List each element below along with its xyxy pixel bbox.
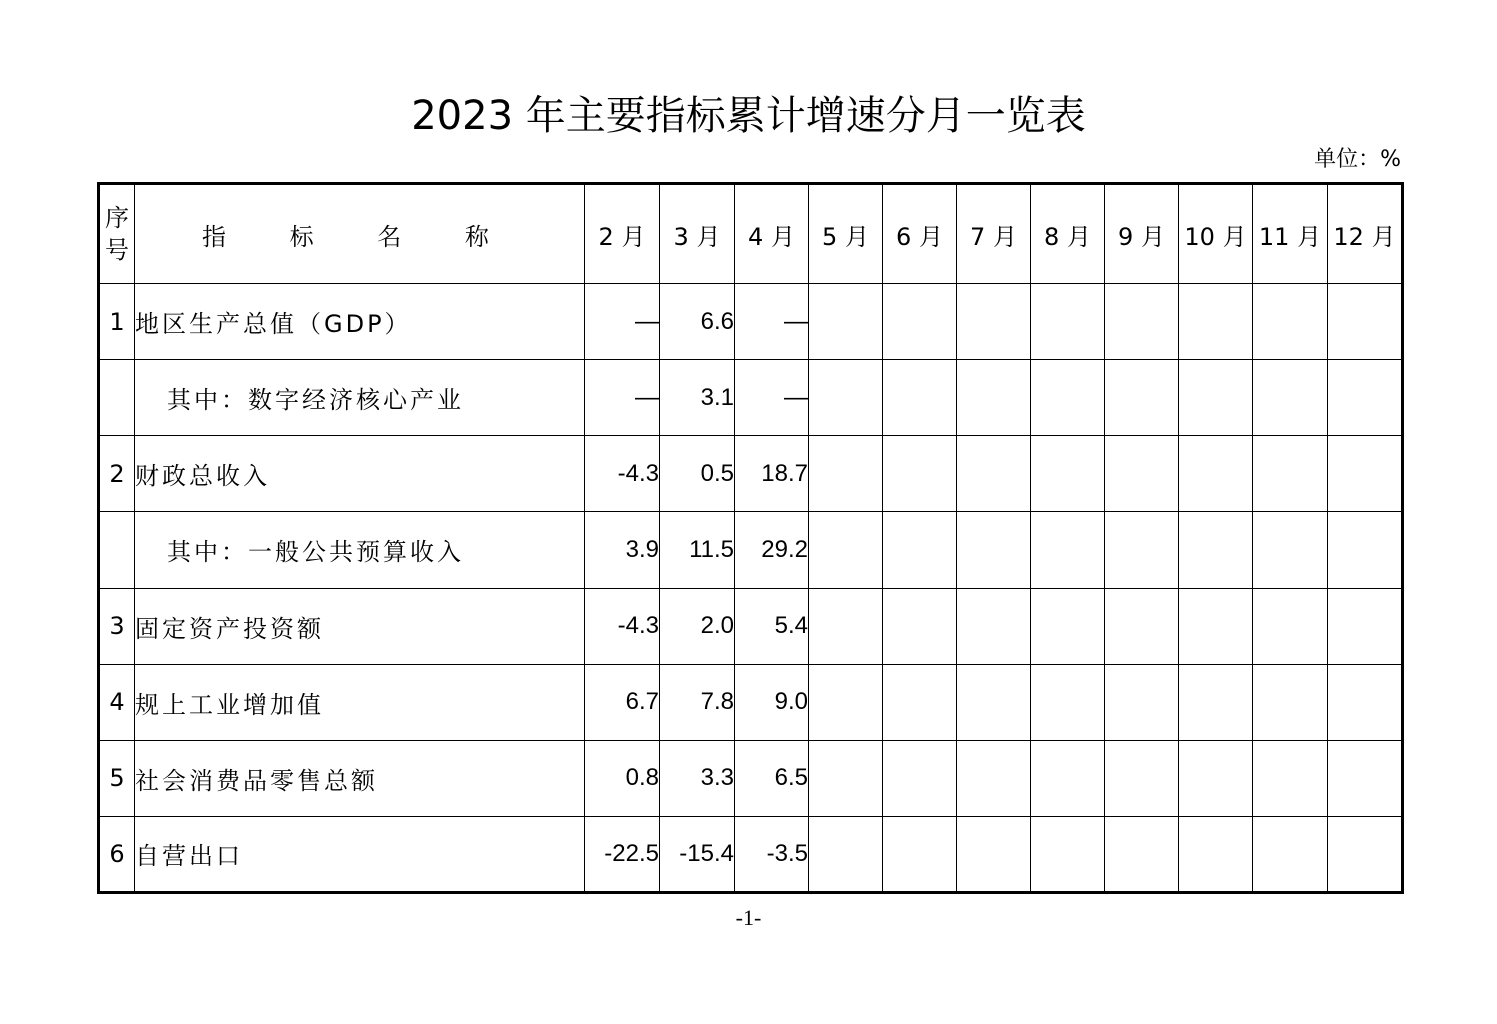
month-header: 10 月 [1179,184,1253,284]
table-row [99,816,1403,892]
value-cell [1105,360,1179,436]
value-cell [1031,664,1105,740]
indicator-name: 规上工业增加值 [135,664,585,740]
value-cell [957,664,1031,740]
unit-label: 单位：% [1314,147,1401,172]
month-header: 8 月 [1031,184,1105,284]
value-cell [1105,816,1179,892]
value-cell [1253,284,1328,360]
page-number: -1- [735,905,762,930]
value-cell: 9.0 [735,664,809,740]
month-header: 12 月 [1328,184,1403,284]
value-cell [1031,588,1105,664]
value-cell [809,816,883,892]
value-cell: -15.4 [660,816,735,892]
seq-header-line-1: 序 [105,204,129,232]
value-cell [957,588,1031,664]
value-cell [1031,816,1105,892]
value-cell [1253,360,1328,436]
value-cell [1328,436,1403,512]
month-header: 7 月 [957,184,1031,284]
value-cell [883,284,957,360]
value-cell [1328,284,1403,360]
value-cell [883,816,957,892]
table-body [99,284,1403,893]
value-cell: 18.7 [735,436,809,512]
indicator-name: 财政总收入 [135,436,585,512]
value-cell [1179,664,1253,740]
row-seq: 6 [99,816,135,892]
row-seq: 2 [99,436,135,512]
value-cell [1328,740,1403,816]
row-seq: 4 [99,664,135,740]
value-cell [883,588,957,664]
value-cell: 3.1 [660,360,735,436]
month-header: 5 月 [809,184,883,284]
table-row [99,360,1403,436]
table-row [99,588,1403,664]
value-cell [883,512,957,588]
value-cell [1253,588,1328,664]
value-cell [1031,740,1105,816]
value-cell [1253,664,1328,740]
value-cell: 29.2 [735,512,809,588]
value-cell [1179,360,1253,436]
value-cell [1179,436,1253,512]
value-cell: 11.5 [660,512,735,588]
month-header: 9 月 [1105,184,1179,284]
value-cell [809,360,883,436]
value-cell: -4.3 [585,436,660,512]
indicator-name: 社会消费品零售总额 [135,740,585,816]
seq-header-line-2: 号 [105,236,129,264]
header-row [99,184,1403,284]
value-cell [1253,740,1328,816]
value-cell [809,740,883,816]
value-cell [957,284,1031,360]
value-cell [1105,512,1179,588]
value-cell [1105,436,1179,512]
value-cell [1105,664,1179,740]
table-row [99,740,1403,816]
value-cell: — [585,360,660,436]
month-header: 4 月 [735,184,809,284]
value-cell [957,512,1031,588]
value-cell [1031,436,1105,512]
month-header: 3 月 [660,184,735,284]
value-cell [1179,588,1253,664]
page-title: 2023 年主要指标累计增速分月一览表 [411,93,1086,139]
value-cell: 0.5 [660,436,735,512]
table-row [99,436,1403,512]
value-cell [1253,512,1328,588]
indicator-name: 自营出口 [135,816,585,892]
indicator-name: 地区生产总值（GDP） [135,284,585,360]
value-cell [1031,360,1105,436]
value-cell [1179,284,1253,360]
value-cell [1031,284,1105,360]
value-cell [957,436,1031,512]
value-cell [1031,512,1105,588]
value-cell [809,512,883,588]
value-cell: — [735,284,809,360]
indicator-name: 其中：数字经济核心产业 [135,360,585,436]
row-seq: 3 [99,588,135,664]
value-cell [809,664,883,740]
indicator-table [97,182,1404,894]
value-cell [1328,512,1403,588]
value-cell [883,740,957,816]
value-cell [1253,436,1328,512]
value-cell: 3.3 [660,740,735,816]
value-cell [1105,588,1179,664]
table-row [99,664,1403,740]
seq-header [99,184,135,284]
value-cell [1105,284,1179,360]
value-cell [1105,740,1179,816]
row-seq [99,360,135,436]
value-cell: 5.4 [735,588,809,664]
value-cell: — [585,284,660,360]
table-row [99,284,1403,360]
value-cell: 6.6 [660,284,735,360]
value-cell: 0.8 [585,740,660,816]
indicator-name: 其中：一般公共预算收入 [135,512,585,588]
month-header: 2 月 [585,184,660,284]
row-seq [99,512,135,588]
value-cell [1328,360,1403,436]
value-cell: — [735,360,809,436]
value-cell [957,360,1031,436]
value-cell [1328,816,1403,892]
value-cell: 2.0 [660,588,735,664]
value-cell [883,360,957,436]
indicator-name: 固定资产投资额 [135,588,585,664]
value-cell [1328,664,1403,740]
value-cell [1253,816,1328,892]
row-seq: 5 [99,740,135,816]
value-cell [809,284,883,360]
value-cell [883,436,957,512]
value-cell: 6.5 [735,740,809,816]
value-cell: 3.9 [585,512,660,588]
value-cell: -3.5 [735,816,809,892]
value-cell: -22.5 [585,816,660,892]
value-cell [883,664,957,740]
value-cell [1179,512,1253,588]
value-cell [809,436,883,512]
value-cell [809,588,883,664]
table-row [99,512,1403,588]
month-header: 6 月 [883,184,957,284]
name-header: 指 标 名 称 [135,184,585,284]
row-seq: 1 [99,284,135,360]
value-cell: -4.3 [585,588,660,664]
value-cell: 6.7 [585,664,660,740]
value-cell [957,740,1031,816]
month-header: 11 月 [1253,184,1328,284]
value-cell [1179,740,1253,816]
value-cell [1328,588,1403,664]
value-cell [957,816,1031,892]
value-cell: 7.8 [660,664,735,740]
value-cell [1179,816,1253,892]
